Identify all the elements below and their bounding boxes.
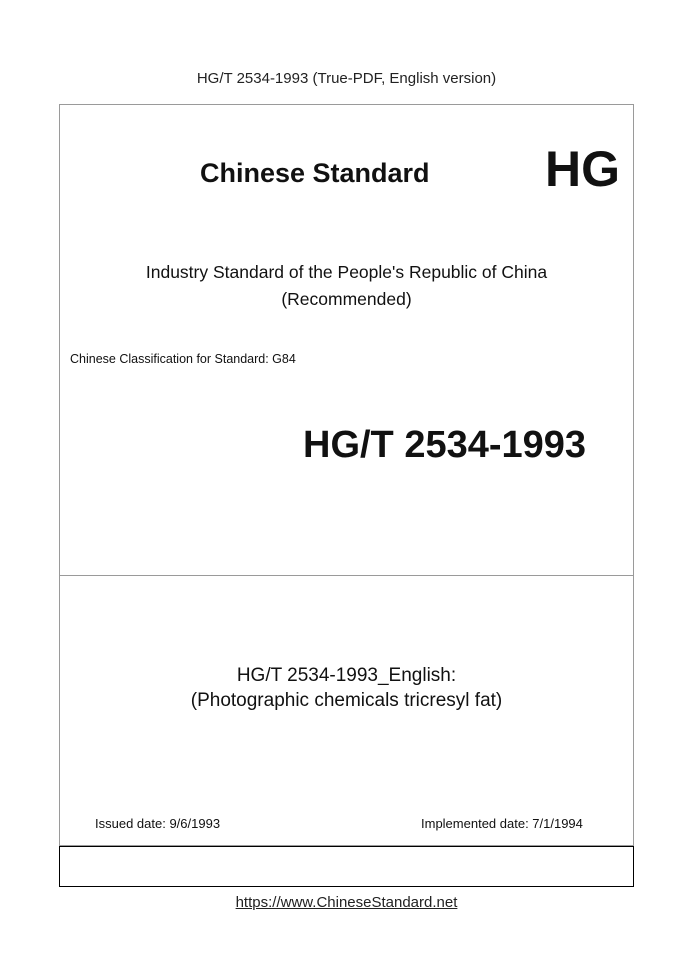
english-title-line-2: (Photographic chemicals tricresyl fat) [190, 690, 503, 711]
english-title [0, 663, 693, 713]
english-title-line-1: HG/T 2534-1993_English: [236, 665, 457, 686]
industry-standard-heading [0, 259, 693, 313]
footer-website-link[interactable]: https://www.ChineseStandard.net [235, 894, 458, 911]
classification-text: Chinese Classification for Standard: G84 [70, 352, 296, 366]
industry-line-2: (Recommended) [281, 289, 412, 309]
implemented-date: Implemented date: 7/1/1994 [421, 816, 583, 831]
document-header-title: HG/T 2534-1993 (True-PDF, English version) [196, 70, 497, 87]
cover-bottom-box [59, 846, 634, 887]
industry-line-1: Industry Standard of the People's Republic of China [145, 262, 548, 282]
standard-code: HG/T 2534-1993 [303, 424, 587, 466]
issued-date: Issued date: 9/6/1993 [95, 816, 221, 831]
chinese-standard-title: Chinese Standard [200, 158, 430, 188]
hg-mark: HG [545, 141, 620, 197]
